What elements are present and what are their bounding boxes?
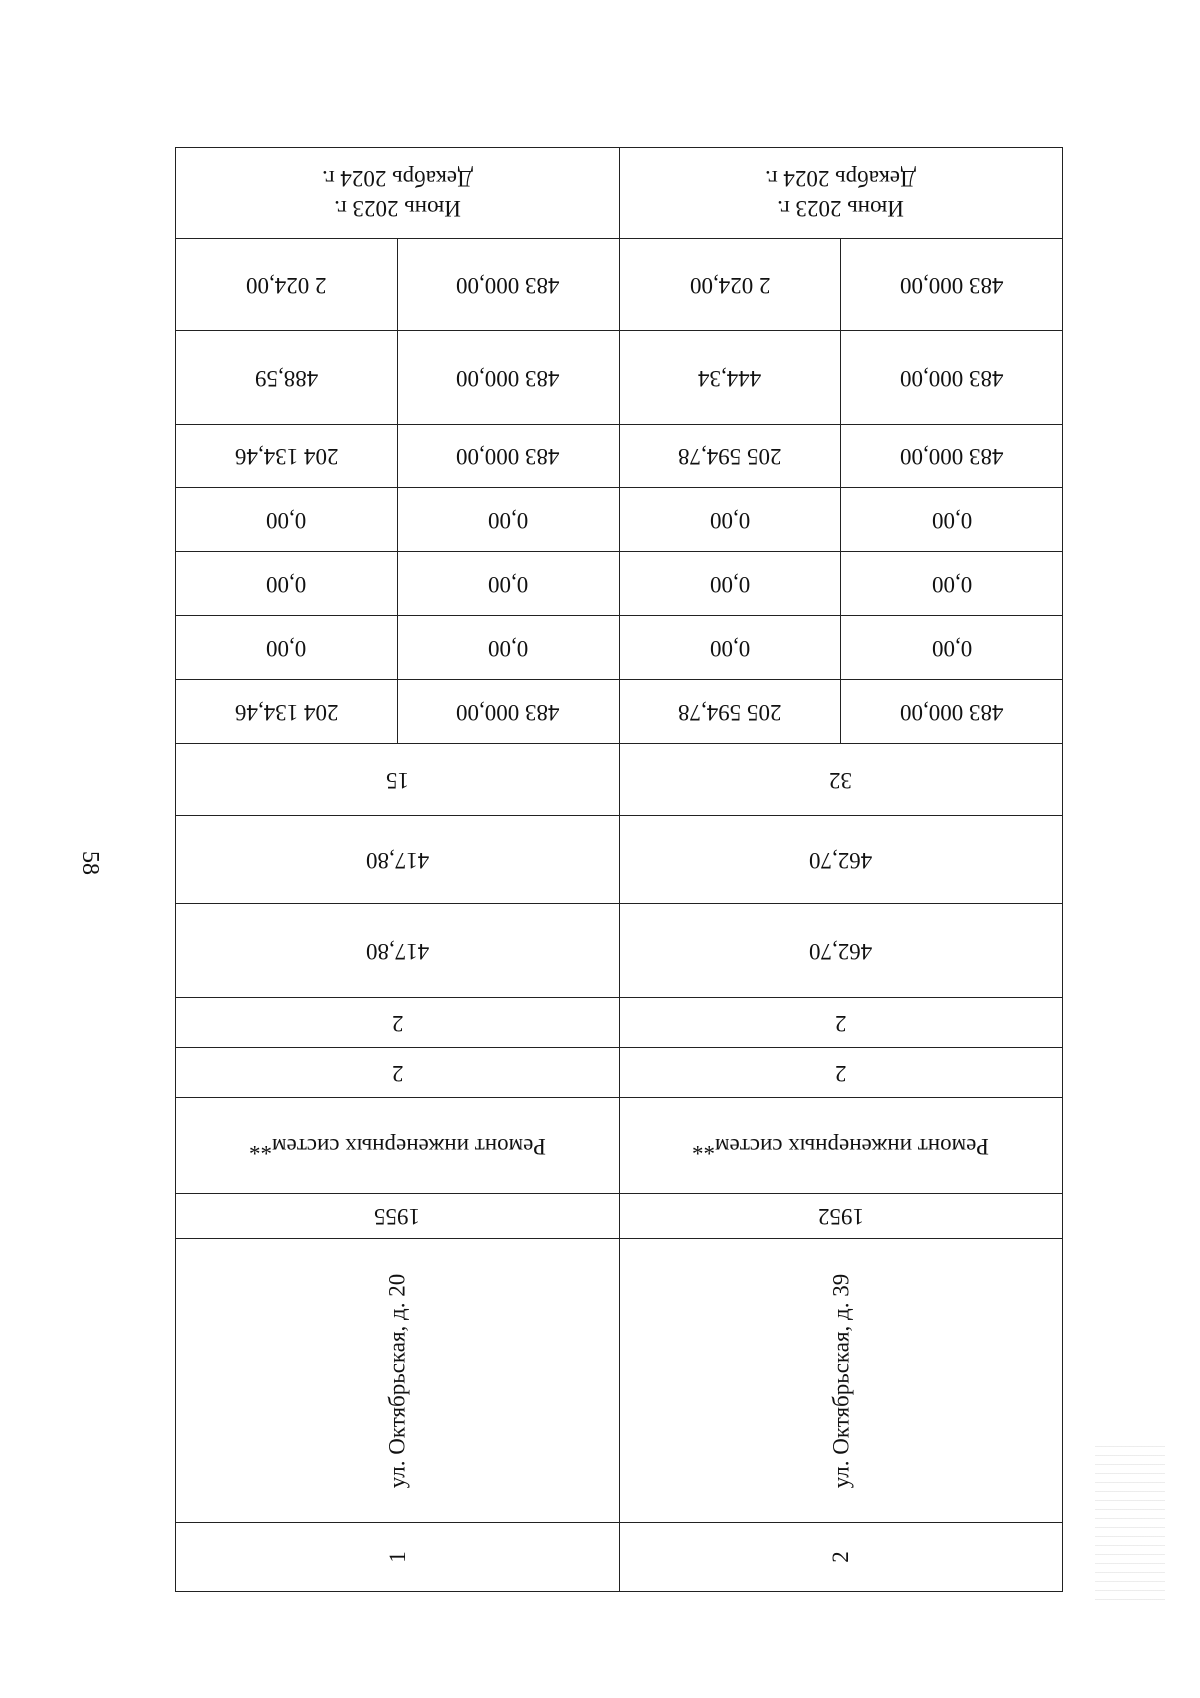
zero-cell: 0,00 [840, 488, 1062, 551]
period-line1: Июнь 2023 г. [777, 196, 905, 221]
work-type-cell: Ремонт инженерных систем** [692, 1133, 990, 1159]
col-a-cell: 2 [391, 1060, 403, 1086]
limit-cell: 2 024,00 [689, 272, 771, 298]
scan-artifact [1095, 1440, 1165, 1600]
unit-cost-cell: 483 000,00 [397, 331, 619, 424]
zero-row-2 [176, 552, 1062, 616]
total-row [176, 425, 1062, 488]
zero-cell: 0,00 [397, 552, 619, 615]
area-row-2 [176, 816, 1062, 904]
limit-cell: 2 024,00 [246, 272, 327, 298]
limit-cell: 483 000,00 [840, 239, 1062, 330]
year-cell: 1955 [374, 1204, 421, 1229]
count-cell: 15 [385, 767, 409, 793]
zero-cell: 0,00 [840, 552, 1062, 615]
cost-cell: 205 594,78 [678, 699, 782, 725]
area-cell: 462,70 [809, 847, 873, 873]
zero-cell: 0,00 [266, 571, 307, 597]
period-line2: Декабрь 2024 г. [321, 166, 473, 191]
zero-cell: 0,00 [709, 507, 750, 533]
cost-cell: 483 000,00 [397, 680, 619, 743]
year-cell: 1952 [817, 1204, 864, 1229]
cost-cell: 204 134,46 [234, 699, 339, 725]
period-line1: Июнь 2023 г. [333, 196, 461, 221]
zero-cell: 0,00 [266, 635, 307, 661]
total-cell: 483 000,00 [840, 425, 1062, 487]
col-a-cell: 2 [835, 1060, 847, 1086]
work-type-row [176, 1098, 1062, 1194]
limit-row [176, 239, 1062, 331]
page-number: 58 [77, 851, 103, 875]
col-a-row [176, 1048, 1062, 1098]
zero-cell: 0,00 [709, 635, 750, 661]
period-cell-row2 [620, 148, 1063, 238]
limit-cell: 483 000,00 [397, 239, 619, 330]
row-number-cell: 2 [827, 1551, 853, 1563]
repair-table [175, 147, 1063, 1592]
period-cell-row1 [176, 148, 620, 238]
zero-cell: 0,00 [397, 488, 619, 551]
cost-row [176, 680, 1062, 744]
zero-cell: 0,00 [397, 616, 619, 679]
number-row [176, 1523, 1062, 1591]
area-cell: 417,80 [365, 938, 429, 964]
total-cell: 204 134,46 [234, 444, 339, 469]
address-cell: ул. Октябрьская, д. 39 [827, 1273, 853, 1488]
unit-cost-row [176, 331, 1062, 425]
zero-cell: 0,00 [840, 616, 1062, 679]
row-number-cell: 1 [384, 1551, 410, 1563]
address-cell: ул. Октябрьская, д. 20 [384, 1273, 410, 1488]
area-cell: 417,80 [365, 847, 429, 873]
work-type-cell: Ремонт инженерных систем** [248, 1133, 546, 1159]
zero-row-3 [176, 488, 1062, 552]
count-cell: 32 [829, 767, 853, 793]
unit-cost-cell: 483 000,00 [840, 331, 1062, 424]
col-b-row [176, 998, 1062, 1048]
total-cell: 483 000,00 [397, 425, 619, 487]
col-b-cell: 2 [835, 1010, 847, 1036]
cost-cell: 483 000,00 [840, 680, 1062, 743]
period-row [176, 148, 1062, 239]
year-row [176, 1194, 1062, 1239]
total-cell: 205 594,78 [678, 444, 782, 469]
zero-cell: 0,00 [709, 571, 750, 597]
period-line2: Декабрь 2024 г. [765, 166, 917, 191]
address-row [176, 1239, 1062, 1523]
zero-cell: 0,00 [266, 507, 307, 533]
area-cell: 462,70 [809, 938, 873, 964]
unit-cost-cell: 488,59 [254, 365, 318, 391]
area-row-1 [176, 904, 1062, 998]
col-b-cell: 2 [391, 1010, 403, 1036]
zero-row-1 [176, 616, 1062, 680]
unit-cost-cell: 444,34 [698, 365, 762, 391]
count-row [176, 744, 1062, 816]
